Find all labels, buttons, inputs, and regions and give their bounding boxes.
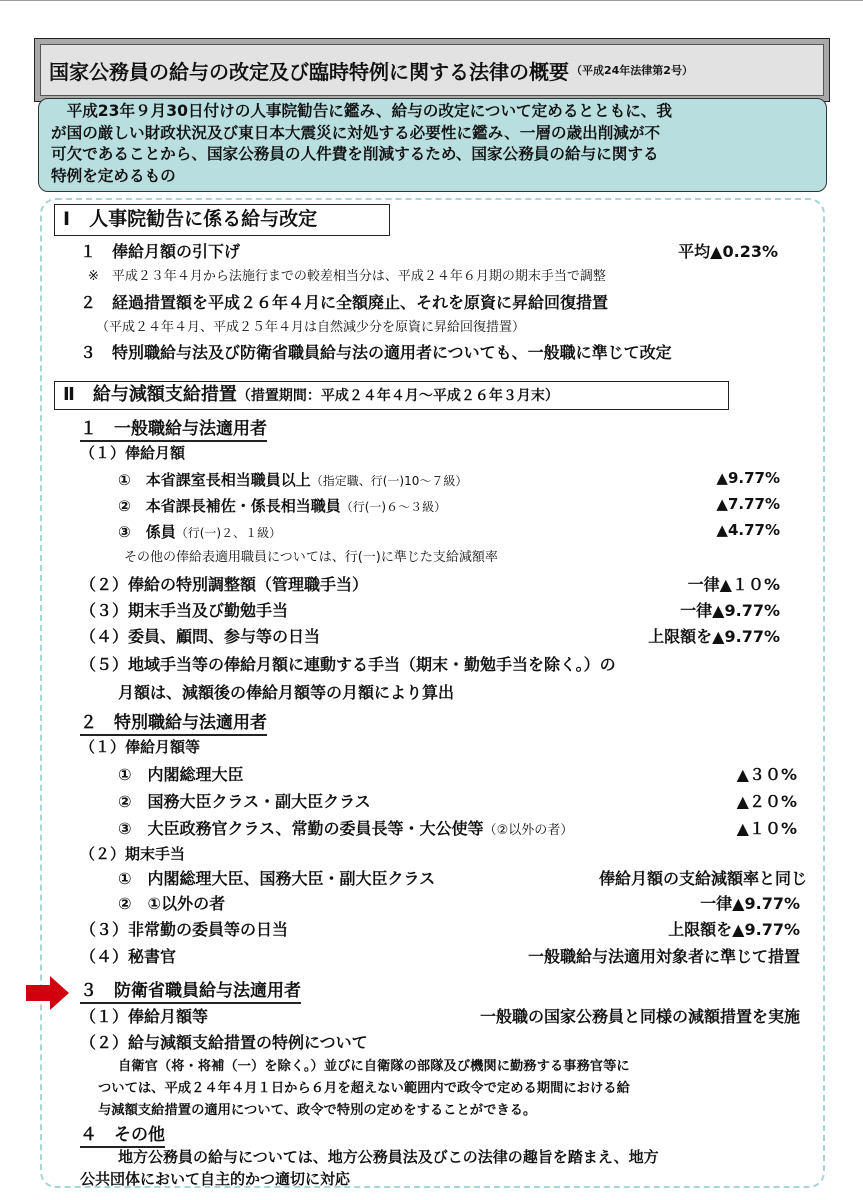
sub-1-r3-value: ▲4.77% [716,521,780,539]
sec1-item-2: ２ 経過措置額を平成２６年４月に全額廃止、それを原資に昇給回復措置 [80,293,609,312]
sub-2-r3-label: ③ 大臣政務官クラス、常勤の委員長等・大公使等 [118,819,484,838]
sub-3-title [80,976,301,1001]
purpose-line: 可欠であることから、国家公務員の人件費を削減するため、国家公務員の給与に関する [51,145,659,163]
sub-1-r2-label: ② 本省課長補佐・係長相当職員 [118,497,341,515]
sub-1-r2-value: ▲7.77% [716,495,780,513]
sub-2-p4-value: 一般職給与法適用対象者に準じて措置 [527,947,800,966]
sub-2-q1-value: 俸給月額の支給減額率と同じ [598,869,807,888]
sub-1-title-text: １ 一般職給与法適用者 [80,419,267,442]
title-box [34,38,830,102]
sub-1-title [80,414,267,439]
sub-4-title [80,1120,165,1145]
sub-2-p3: （３）非常勤の委員等の日当 [80,920,289,939]
sub-1-p1: （１）俸給月額 [80,444,186,462]
sub-2-p4: （４）秘書官 [80,947,177,966]
sub-1-r3 [118,521,281,542]
sub-2-r3 [118,816,573,839]
sec1-note-1: ※ 平成２３年４月から法施行までの較差相当分は、平成２４年６月期の期末手当で調整 [88,269,606,284]
sub-1-p2: （２）俸給の特別調整額（管理職手当） [80,575,369,594]
right-arrow-icon [26,975,70,1011]
sub-1-p5-line2: 月額は、減額後の俸給月額等の月額により算出 [118,683,455,702]
sec1-item-1: １ 俸給月額の引下げ [80,242,241,261]
sub-1-r3-label: ③ 係員 [118,523,176,541]
sub-2-r1: ① 内閣総理大臣 [118,765,244,784]
sub-1-p3-value: 一律▲9.77% [680,601,780,620]
sub-2-p1: （１）俸給月額等 [80,738,201,756]
sec1-item-1-value: 平均▲0.23% [678,242,778,261]
title-inner [40,44,824,96]
sub-1-r2 [118,495,446,516]
sub-1-r1-note: （指定職、行(一)10～７級） [310,474,468,488]
section-1-heading: Ⅰ 人事院勧告に係る給与改定 [54,204,390,236]
sub-2-title [80,708,267,733]
section-2-heading-period: （措置期間：平成２４年４月～平成２６年３月末） [236,388,559,404]
sub-1-other: その他の俸給表適用職員については、行(一)に準じた支給減額率 [124,550,498,565]
sub-1-r1 [118,469,467,490]
top-rule [0,0,863,1]
section-2-heading [54,381,729,410]
page-title: 国家公務員の給与の改定及び臨時特例に関する法律の概要 [49,59,569,84]
sub-2-q2: ② ①以外の者 [118,894,226,913]
sub-1-p3: （３）期末手当及び勤勉手当 [80,601,289,620]
sub-4-text-line1: 地方公務員の給与については、地方公務員法及びこの法律の趣旨を踏まえ、地方 [118,1148,659,1166]
sub-2-p3-value: 上限額を▲9.77% [668,920,800,939]
purpose-box [38,98,827,192]
sub-3-text-line3: 与減額支給措置の適用について、政令で特別の定めをすることができる。 [98,1103,537,1118]
sub-2-p2: （２）期末手当 [80,845,186,863]
sub-1-r1-value: ▲9.77% [716,469,780,487]
sec1-item-3: ３ 特別職給与法及び防衛省職員給与法の適用者についても、一般職に準じて改定 [80,343,672,362]
sub-2-r2-value: ▲２０% [736,792,797,811]
purpose-line: 特例を定めるもの [51,166,176,185]
sub-1-r1-label: ① 本省課室長相当職員以上 [118,471,311,489]
sub-3-title-text: ３ 防衛省職員給与法適用者 [80,981,301,1004]
sub-4-text-line2: 公共団体において自主的かつ適切に対応 [80,1170,351,1188]
sub-3-text-line2: ついては、平成２４年４月１日から６月を超えない範囲内で政令で定める期間における給 [98,1081,630,1096]
page-title-law-number: （平成24年法律第2号） [571,64,693,77]
sub-3-p1-value: 一般職の国家公務員と同様の減額措置を実施 [479,1007,800,1026]
sub-3-text-line1: 自衛官（将・将補（一）を除く。）並びに自衛隊の部隊及び機関に勤務する事務官等に [118,1059,630,1074]
sub-2-r3-value: ▲１０% [736,819,797,838]
section-2-heading-text: Ⅱ 給与減額支給措置 [63,384,237,405]
sub-2-q1: ① 内閣総理大臣、国務大臣・副大臣クラス [118,869,436,888]
sub-1-p4-value: 上限額を▲9.77% [648,627,780,646]
sub-1-p2-value: 一律▲１０% [687,575,780,594]
sub-2-q2-value: 一律▲9.77% [700,894,800,913]
sub-4-title-text: ４ その他 [80,1125,165,1148]
sub-2-r1-value: ▲３０% [736,765,797,784]
sub-1-p4: （４）委員、顧問、参与等の日当 [80,627,321,646]
sub-3-p2: （２）給与減額支給措置の特例について [80,1033,368,1052]
sub-2-title-text: ２ 特別職給与法適用者 [80,713,267,736]
sub-1-r2-note: （行(一)６～３級） [340,500,447,514]
sub-2-r3-note: （②以外の者） [483,823,574,838]
purpose-line: 平成23年９月30日付けの人事院勧告に鑑み、給与の改定について定めるとともに、我 [51,102,672,120]
sub-2-r2: ② 国務大臣クラス・副大臣クラス [118,792,371,811]
sub-1-r3-note: （行(一)２、１級） [175,526,282,540]
sec1-note-2: （平成２４年４月、平成２５年４月は自然減少分を原資に昇給回復措置） [96,320,526,335]
sub-1-p5-line1: （５）地域手当等の俸給月額に連動する手当（期末・勤勉手当を除く。）の [80,655,616,674]
purpose-line: が国の厳しい財政状況及び東日本大震災に対処する必要性に鑑み、一層の歳出削減が不 [51,123,661,142]
sub-3-p1: （１）俸給月額等 [80,1007,209,1026]
